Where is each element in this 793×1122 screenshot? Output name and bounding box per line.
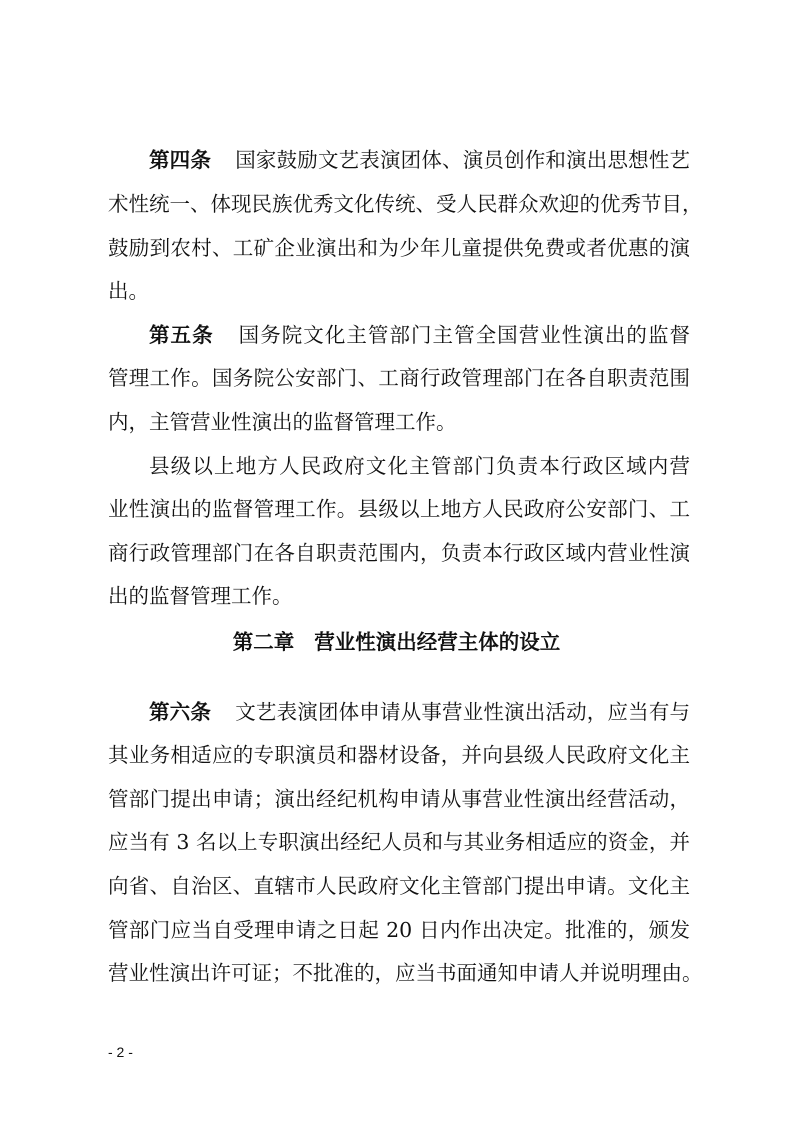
article-5-text: 国务院文化主管部门主管全国营业性演出的监督 xyxy=(237,323,690,347)
article-5-heading: 第五条 xyxy=(149,323,214,347)
article-6-text: 文艺表演团体申请从事营业性演出活动，应当有与 xyxy=(235,700,691,724)
article-4-heading: 第四条 xyxy=(149,148,212,172)
chapter-heading xyxy=(0,622,793,662)
article-5-para2-line-1: 县级以上地方人民政府文化主管部门负责本行政区域内营 xyxy=(149,454,690,478)
article-5-line-1 xyxy=(149,315,690,355)
article-6-line-7: 营业性演出许可证；不批准的，应当书面通知申请人并说明理由。 xyxy=(108,961,703,985)
article-5-para2-line-4: 出的监督管理工作。 xyxy=(108,584,293,608)
article-6-line-3: 管部门提出申请；演出经纪机构申请从事营业性演出经营活动， xyxy=(108,787,690,811)
article-6-line-4: 应当有 3 名以上专职演出经纪人员和与其业务相适应的资金，并 xyxy=(108,830,690,854)
article-6-line-2: 其业务相适应的专职演员和器材设备，并向县级人民政府文化主 xyxy=(108,743,690,767)
article-4-line-3: 鼓励到农村、工矿企业演出和为少年儿童提供免费或者优惠的演 xyxy=(108,236,690,260)
chapter-number: 第二章 xyxy=(232,630,295,654)
article-5-line-3: 内，主管营业性演出的监督管理工作。 xyxy=(108,410,457,434)
chapter-title: 营业性演出经营主体的设立 xyxy=(314,630,561,654)
article-5-para2-line-3: 商行政管理部门在各自职责范围内，负责本行政区域内营业性演 xyxy=(108,541,690,565)
article-6-heading: 第六条 xyxy=(149,700,212,724)
article-4-line-4: 出。 xyxy=(108,279,149,303)
article-6-line-1 xyxy=(149,692,690,732)
page-number: - 2 - xyxy=(108,1044,133,1060)
article-5-para2-line-2: 业性演出的监督管理工作。县级以上地方人民政府公安部门、工 xyxy=(108,497,690,521)
article-6-line-5: 向省、自治区、直辖市人民政府文化主管部门提出申请。文化主 xyxy=(108,874,690,898)
article-5-line-2: 管理工作。国务院公安部门、工商行政管理部门在各自职责范围 xyxy=(108,366,690,390)
article-4-text: 国家鼓励文艺表演团体、演员创作和演出思想性艺 xyxy=(235,148,691,172)
article-6-line-6: 管部门应当自受理申请之日起 20 日内作出决定。批准的，颁发 xyxy=(108,918,690,942)
article-4-line-2: 术性统一、体现民族优秀文化传统、受人民群众欢迎的优秀节目， xyxy=(108,192,703,216)
article-4-line-1 xyxy=(149,140,690,180)
